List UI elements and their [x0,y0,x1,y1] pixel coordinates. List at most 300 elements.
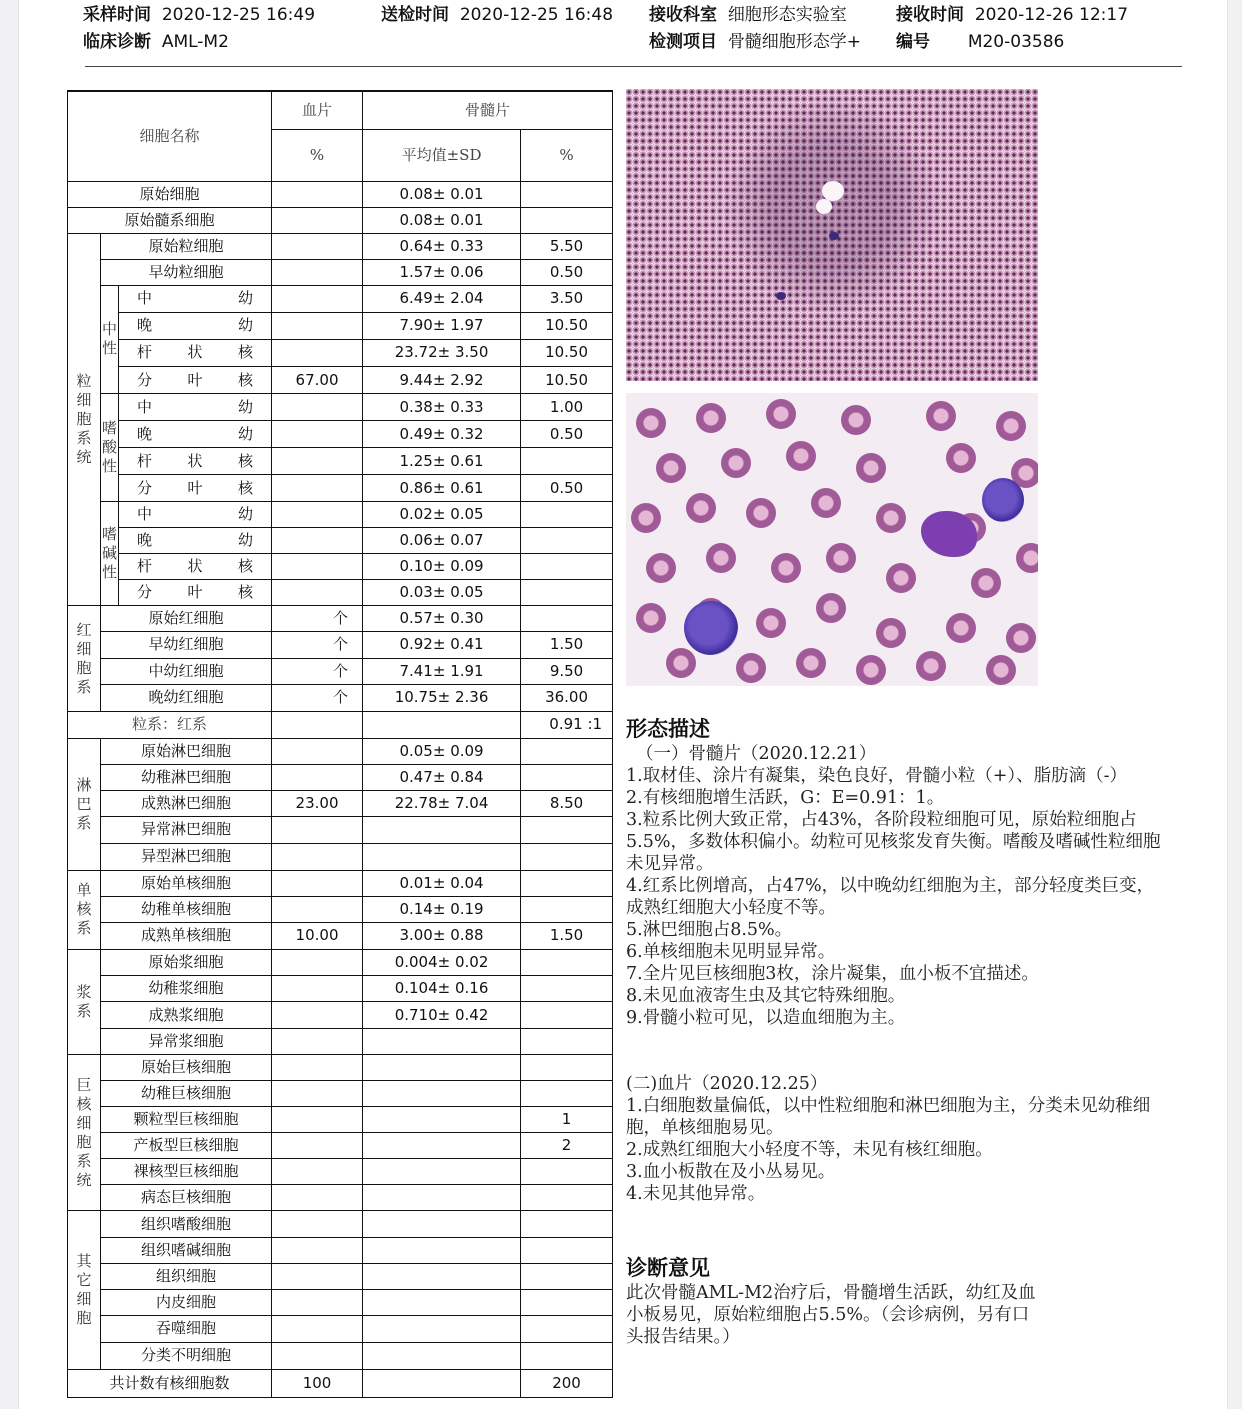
table-row [68,394,613,421]
red-blood-cell [971,568,1001,598]
blood-value: 67.00 [272,366,363,393]
cell-name: 原始细胞 [68,181,272,207]
table-row [68,950,613,976]
group-erythroid: 红 细 胞 系 [68,606,101,711]
cell-name: 组织细胞 [101,1263,272,1289]
red-blood-cell [756,608,786,638]
mean-sd [363,1315,521,1342]
marrow-pct [521,1211,613,1237]
cell-name: 分叶核 [119,366,272,393]
red-blood-cell [786,441,816,471]
cell-name: 原始单核细胞 [101,870,272,896]
blood-value [272,475,363,502]
marrow-pct: 8.50 [521,790,613,816]
table-row [68,1263,613,1289]
group-other: 其 它 细 胞 [68,1211,101,1369]
mean-sd: 0.03± 0.05 [363,580,521,606]
table-row [68,1029,613,1055]
blood-item: 1.白细胞数量偏低，以中性粒细胞和淋巴细胞为主，分类未见幼稚细胞，单核细胞易见。 [626,1096,1151,1138]
blood-value [272,1263,363,1289]
red-blood-cell [826,543,856,573]
fat-droplet [816,199,832,214]
blood-value [272,1055,363,1081]
marrow-pct: 1.50 [521,632,613,658]
blood-smear-micrograph-image [626,393,1038,686]
mean-sd: 0.710± 0.42 [363,1002,521,1029]
mean-sd: 0.14± 0.19 [363,896,521,922]
mean-sd: 0.08± 0.01 [363,181,521,207]
table-row [68,554,613,580]
marrow-pct [521,1081,613,1107]
cell-name: 分类不明细胞 [101,1342,272,1369]
table-row [68,366,613,393]
red-blood-cell [721,448,751,478]
total-mean [363,1369,521,1397]
cell-name: 杆状核 [119,554,272,580]
red-blood-cell [996,411,1026,441]
marrow-pct: 1.00 [521,394,613,421]
mean-sd: 0.02± 0.05 [363,502,521,528]
red-blood-cell [666,648,696,678]
mean-sd: 0.08± 0.01 [363,207,521,233]
blood-value [272,339,363,366]
diagnosis-title: 诊断意见 [626,1256,710,1280]
red-blood-cell [646,553,676,583]
marrow-item: 2.有核细胞增生活跃，G：E=0.91：1。 [626,788,945,808]
marrow-micrograph-image [626,89,1038,381]
red-blood-cell [686,493,716,523]
blood-value [272,233,363,259]
cell-name: 早幼粒细胞 [101,259,272,285]
table-row [68,1002,613,1029]
marrow-pct [521,181,613,207]
marrow-pct: 0.50 [521,259,613,285]
mean-sd: 0.57± 0.30 [363,606,521,632]
receive-time: 接收时间 2020-12-26 12:17 [896,5,1129,25]
cell-name: 原始红细胞 [101,606,272,632]
cell-name: 早幼红细胞 [101,632,272,658]
blood-value [272,816,363,843]
red-blood-cell [636,603,666,633]
report-text [626,715,1166,1348]
marrow-pct: 3.50 [521,285,613,312]
marrow-pct: 36.00 [521,684,613,711]
marrow-pct [521,554,613,580]
red-blood-cell [946,443,976,473]
marrow-pct [521,606,613,632]
group-plasma: 浆 系 [68,950,101,1055]
table-row [68,684,613,711]
mean-sd: 1.57± 0.06 [363,259,521,285]
marrow-item: 3.粒系比例大致正常，占43%，各阶段粒细胞可见，原始粒细胞占5.5%，多数体积偏小。幼粒可见核浆发育失衡。嗜酸及嗜碱性粒细胞未见异常。 [626,810,1161,874]
red-blood-cell [856,453,886,483]
blood-value [272,1029,363,1055]
fat-droplet [822,181,844,201]
cell-name: 内皮细胞 [101,1289,272,1315]
cell-name: 杆状核 [119,448,272,475]
table-row [68,1237,613,1263]
red-blood-cell [876,618,906,648]
red-blood-cell [841,405,871,435]
blood-value [272,421,363,448]
red-blood-cell [876,503,906,533]
marrow-pct [521,976,613,1002]
red-blood-cell [766,399,796,429]
red-blood-cell [946,613,976,643]
total-blood: 100 [272,1369,363,1397]
blood-value [272,207,363,233]
blood-value [272,711,363,738]
marrow-pct [521,580,613,606]
cell-name: 幼稚淋巴细胞 [101,764,272,790]
cell-name: 晚幼 [119,528,272,554]
blood-value [272,843,363,870]
blood-value [272,528,363,554]
marrow-pct [521,448,613,475]
gran-ery-ratio-label: 粒系：红系 [68,711,272,738]
blood-subtitle: (二)血片（2020.12.25） [626,1074,828,1094]
mean-sd: 0.10± 0.09 [363,554,521,580]
red-blood-cell [856,655,886,685]
red-blood-cell [696,403,726,433]
mean-sd [363,1342,521,1369]
cell-name: 中幼红细胞 [101,658,272,684]
cell-name: 吞噬细胞 [101,1315,272,1342]
cell-name: 原始浆细胞 [101,950,272,976]
blood-value [272,1342,363,1369]
clinical-diagnosis: 临床诊断 AML-M2 [83,32,229,52]
mean-sd: 23.72± 3.50 [363,339,521,366]
platelet-clump [921,511,977,557]
table-row [68,896,613,922]
mean-sd: 10.75± 2.36 [363,684,521,711]
mean-sd: 0.49± 0.32 [363,421,521,448]
cell-name: 幼稚浆细胞 [101,976,272,1002]
red-blood-cell [916,651,946,681]
blood-value [272,976,363,1002]
table-row [68,233,613,259]
blood-value [272,1133,363,1159]
table-row [68,976,613,1002]
blood-value: 23.00 [272,790,363,816]
mean-sd: 3.00± 0.88 [363,922,521,949]
marrow-item: 7.全片见巨核细胞3枚，涂片凝集，血小板不宜描述。 [626,964,1039,984]
marrow-pct [521,1159,613,1185]
red-blood-cell [796,648,826,678]
blood-value [272,181,363,207]
blood-value [272,1159,363,1185]
mean-sd [363,1159,521,1185]
red-blood-cell [746,498,776,528]
marrow-pct [521,207,613,233]
cell-name: 中幼 [119,394,272,421]
red-blood-cell [636,408,666,438]
table-row [68,606,613,632]
blood-value [272,502,363,528]
cell-name: 晚幼红细胞 [101,684,272,711]
total-label: 共计数有核细胞数 [68,1369,272,1397]
marrow-pct [521,896,613,922]
blood-value: 10.00 [272,922,363,949]
mean-sd: 0.64± 0.33 [363,233,521,259]
receiving-department: 接收科室 细胞形态实验室 [649,5,847,25]
blood-smear-header: 血片 [272,91,363,129]
mean-sd: 0.004± 0.02 [363,950,521,976]
red-blood-cell [886,563,916,593]
red-blood-cell [1016,543,1038,573]
mean-sd: 7.90± 1.97 [363,312,521,339]
diagnosis-text: 此次骨髓AML-M2治疗后，骨髓增生活跃，幼红及血小板易见，原始粒细胞占5.5%。（会诊病例，另有口头报告结果。） [626,1283,1036,1347]
blood-value: 个 [272,606,363,632]
blood-value [272,870,363,896]
blood-value: 个 [272,684,363,711]
table-row [68,312,613,339]
red-blood-cell [656,453,686,483]
mean-sd: 0.86± 0.61 [363,475,521,502]
marrow-pct: 0.50 [521,421,613,448]
group-neutrophil: 中 性 [101,285,119,393]
table-row [68,790,613,816]
red-blood-cell [1006,623,1036,653]
mean-sd-header: 平均值±SD [363,129,521,181]
marrow-pct [521,738,613,764]
mean-sd: 0.38± 0.33 [363,394,521,421]
table-row [68,1342,613,1369]
table-row-total [68,1369,613,1397]
marrow-pct [521,1263,613,1289]
mean-sd: 0.05± 0.09 [363,738,521,764]
cell-name: 颗粒型巨核细胞 [101,1107,272,1133]
cell-name: 病态巨核细胞 [101,1185,272,1211]
table-row [68,764,613,790]
cell-name: 分叶核 [119,580,272,606]
cell-name: 组织嗜碱细胞 [101,1237,272,1263]
mean-sd [363,1289,521,1315]
marrow-smear-header: 骨髓片 [363,91,613,129]
blood-value [272,950,363,976]
red-blood-cell [811,488,841,518]
send-time: 送检时间 2020-12-25 16:48 [381,5,614,25]
table-row [68,922,613,949]
cell-count-table [67,90,613,1398]
table-row [68,738,613,764]
table-row [68,448,613,475]
marrow-pct: 10.50 [521,312,613,339]
cell-name: 幼稚单核细胞 [101,896,272,922]
red-blood-cell [816,593,846,623]
table-row [68,1159,613,1185]
blood-value [272,285,363,312]
marrow-pct: 5.50 [521,233,613,259]
cell-name: 分叶核 [119,475,272,502]
mean-sd: 0.01± 0.04 [363,870,521,896]
marrow-pct [521,1029,613,1055]
table-row [68,1289,613,1315]
cell-name: 异型淋巴细胞 [101,843,272,870]
marrow-pct: 1.50 [521,922,613,949]
table-row [68,816,613,843]
marrow-item: 5.淋巴细胞占8.5%。 [626,920,793,940]
blood-value [272,448,363,475]
mean-sd: 6.49± 2.04 [363,285,521,312]
marrow-pct: 2 [521,1133,613,1159]
cell-name: 中幼 [119,285,272,312]
marrow-pct [521,843,613,870]
marrow-subtitle: （一）骨髓片（2020.12.21） [636,744,877,764]
cell-name: 成熟浆细胞 [101,1002,272,1029]
marrow-pct [521,870,613,896]
mean-sd [363,1263,521,1289]
blood-value [272,1002,363,1029]
marrow-pct [521,1342,613,1369]
cell-name: 异常浆细胞 [101,1029,272,1055]
cell-name-header: 细胞名称 [68,91,272,181]
blood-value [272,259,363,285]
morphology-title: 形态描述 [626,717,710,741]
mean-sd: 1.25± 0.61 [363,448,521,475]
table-row [68,1315,613,1342]
table-row [68,475,613,502]
marrow-pct [521,528,613,554]
blood-value [272,394,363,421]
mean-sd [363,1237,521,1263]
marrow-pct [521,1002,613,1029]
marrow-pct: 10.50 [521,339,613,366]
cell-name: 晚幼 [119,421,272,448]
mean-sd [363,816,521,843]
mean-sd: 0.104± 0.16 [363,976,521,1002]
marrow-pct [521,1055,613,1081]
blood-value [272,1315,363,1342]
mean-sd [363,711,521,738]
marrow-pct: 0.50 [521,475,613,502]
blood-value [272,554,363,580]
marrow-pct [521,764,613,790]
stained-cell [776,292,786,300]
table-row [68,632,613,658]
table-row [68,207,613,233]
table-row [68,843,613,870]
marrow-pct [521,950,613,976]
cell-name: 组织嗜酸细胞 [101,1211,272,1237]
mean-sd [363,1107,521,1133]
blood-item: 3.血小板散在及小丛易见。 [626,1162,836,1182]
marrow-pct [521,1185,613,1211]
marrow-item: 1.取材佳、涂片有凝集，染色良好，骨髓小粒（+）、脂肪滴（-） [626,766,1128,786]
marrow-pct [521,1237,613,1263]
table-row [68,870,613,896]
mean-sd: 0.06± 0.07 [363,528,521,554]
blood-pct-header: % [272,129,363,181]
mean-sd [363,1081,521,1107]
cell-name: 原始粒细胞 [101,233,272,259]
red-blood-cell [926,401,956,431]
marrow-item: 9.骨髓小粒可见，以造血细胞为主。 [626,1008,906,1028]
blood-value [272,738,363,764]
marrow-pct: 10.50 [521,366,613,393]
blood-value [272,1237,363,1263]
blood-value [272,896,363,922]
blood-value [272,1185,363,1211]
blood-value [272,1289,363,1315]
gran-ery-ratio-value: 0.91 :1 [521,711,613,738]
blast-cell [684,601,738,655]
red-blood-cell [631,503,661,533]
group-lymphoid: 淋 巴 系 [68,738,101,870]
table-row [68,502,613,528]
blood-value [272,1107,363,1133]
cell-name: 杆状核 [119,339,272,366]
total-marrow: 200 [521,1369,613,1397]
marrow-item: 8.未见血液寄生虫及其它特殊细胞。 [626,986,906,1006]
marrow-pct [521,1315,613,1342]
group-megakaryocyte: 巨 核 细 胞 系 统 [68,1055,101,1211]
marrow-pct: 9.50 [521,658,613,684]
group-eosinophil: 嗜 酸 性 [101,394,119,502]
cell-name: 原始髓系细胞 [68,207,272,233]
marrow-pct [521,1289,613,1315]
table-row [68,1211,613,1237]
table-row [68,339,613,366]
blood-value: 个 [272,632,363,658]
cell-name: 原始淋巴细胞 [101,738,272,764]
mean-sd [363,1055,521,1081]
table-row [68,580,613,606]
table-row [68,711,613,738]
red-blood-cell [986,655,1016,685]
marrow-pct: 1 [521,1107,613,1133]
report-number: 编号 M20-03586 [896,32,1065,52]
blood-value [272,1081,363,1107]
marrow-pct [521,816,613,843]
mean-sd: 22.78± 7.04 [363,790,521,816]
marrow-pct-header: % [521,129,613,181]
sample-time: 采样时间 2020-12-25 16:49 [83,5,316,25]
table-row [68,285,613,312]
mean-sd [363,1185,521,1211]
blood-item: 2.成熟红细胞大小轻度不等，未见有核红细胞。 [626,1140,993,1160]
blood-value [272,580,363,606]
table-row [68,1133,613,1159]
table-row [68,421,613,448]
marrow-pct [521,502,613,528]
red-blood-cell [706,543,736,573]
blood-value [272,764,363,790]
cell-name: 原始巨核细胞 [101,1055,272,1081]
blood-value [272,312,363,339]
table-row [68,528,613,554]
cell-name: 异常淋巴细胞 [101,816,272,843]
mean-sd: 9.44± 2.92 [363,366,521,393]
table-row [68,1107,613,1133]
mean-sd: 0.92± 0.41 [363,632,521,658]
table-row [68,259,613,285]
group-basophil: 嗜 碱 性 [101,502,119,606]
cell-name: 晚幼 [119,312,272,339]
group-monocyte: 单 核 系 [68,870,101,949]
mean-sd [363,843,521,870]
cell-name: 产板型巨核细胞 [101,1133,272,1159]
marrow-item: 6.单核细胞未见明显异常。 [626,942,836,962]
cell-name: 裸核型巨核细胞 [101,1159,272,1185]
header-divider [85,66,1182,67]
marrow-item: 4.红系比例增高，占47%，以中晚幼红细胞为主，部分轻度类巨变，成熟红细胞大小轻度不等。 [626,876,1155,918]
blood-value [272,1211,363,1237]
table-row [68,181,613,207]
red-blood-cell [736,653,766,683]
blood-value: 个 [272,658,363,684]
cell-name: 幼稚巨核细胞 [101,1081,272,1107]
